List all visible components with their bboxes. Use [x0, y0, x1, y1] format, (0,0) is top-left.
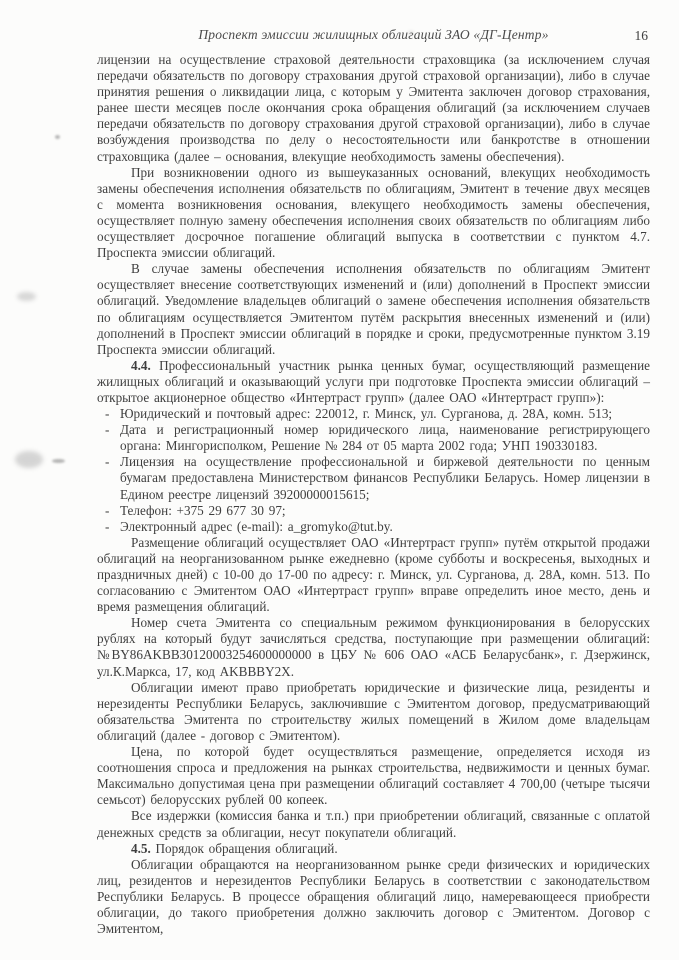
list-marker: - [105, 422, 110, 438]
paragraph-text: Номер счета Эмитента со специальным режимом функционирования в белорусских рублях на который будут зачисляться средства, поступающие при размещении облигаций: №BY86AKBB30120003254600000000 в ЦБУ № 606 ОАО «АСБ Беларусбанк», г. Дзержинск, ул.К.Маркса, 17, код AKBBBY2X. [97, 615, 650, 679]
list-item [97, 454, 650, 502]
paragraph-text: Облигации обращаются на неорганизованном рынке среди физических и юридических лиц, резидентов и нерезидентов Республики Беларусь в соответствии с законодательством Республики Беларусь. В процессе обращения облигаций лицо, намеревающееся приобрести облигации, до такого приобретения должно заключить договор с Эмитентом. Договор с Эмитентом, [97, 856, 650, 937]
scan-smudge [52, 459, 65, 463]
document-body [97, 52, 650, 937]
paragraph-text: Размещение облигаций осуществляет ОАО «Интертраст групп» путём открытой продажи облигаций на неорганизованном рынке ежедневно (кроме субботы и воскресенья, выходных и праздничных дней) с 10-00 до 17-00 по адресу: г. Минск, ул. Сурганова, д. 28А, комн. 513. По согласованию с Эмитентом ОАО «Интертраст групп» вправе определить иное место, день и время размещения облигаций. [97, 534, 650, 615]
paragraph [97, 744, 650, 808]
list-marker: - [105, 502, 110, 518]
section-number: 4.4. [131, 357, 151, 373]
list-item-text: Лицензия на осуществление профессиональной и биржевой деятельности по ценным бумагам предоставлена Министерством финансов Республики Беларусь. Номер лицензии в Едином реестре лицензий 39200000015615; [120, 454, 650, 502]
page-number: 16 [634, 28, 648, 43]
scan-smudge [15, 451, 43, 468]
paragraph [97, 261, 650, 358]
paragraph-text: лицензии на осуществление страховой деятельности страховщика (за исключением случая передачи обязательств по договору страхования другой страховой организации), либо в случае принятия решения о ликвидации лица, с которым у Эмитента заключен договор страхования, ранее шести месяцев после окончания срока обращения облигаций (за исключением случаев передачи обязательств по договору страхования другой страховой организации), либо в случае возбуждения производства по делу о несостоятельности или банкротстве в отношении страховщика (далее – основания, влекущие необходимость замены обеспечения). [97, 52, 650, 164]
list-item [97, 422, 650, 454]
paragraph [97, 535, 650, 615]
paragraph-text: При возникновении одного из вышеуказанных оснований, влекущих необходимость замены обеспечения исполнения обязательств по облигациям, Эмитент в течение двух месяцев с момента возникновения основания, влекущего необходимость замены обеспечения, осуществляет полную замену обеспечения исполнения своих обязательств по облигациям либо осуществляет досрочное погашение облигаций выпуска в соответствии с пунктом 4.7. Проспекта эмиссии облигаций. [97, 164, 650, 261]
list-marker: - [105, 454, 110, 470]
paragraph [97, 680, 650, 744]
paragraph [97, 615, 650, 679]
list-item [97, 406, 650, 422]
paragraph [97, 857, 650, 937]
paragraph-text: Цена, по которой будет осуществляться размещение, определяется исходя из соотношения спроса и предложения на рынках строительства, недвижимости и ценных бумаг. Максимально допустимая цена при размещении облигаций составляет 4 700,00 (четыре тысячи семьсот) белорусских рублей 00 копеек. [97, 744, 650, 808]
list-item-text: Дата и регистрационный номер юридического лица, наименование регистрирующего органа: Мингорисполком, Решение № 284 от 05 марта 2002 года; УНП 190330183. [120, 422, 650, 454]
running-title: Проспект эмиссии жилищных облигаций ЗАО «ДГ-Центр» [198, 27, 549, 42]
list-item [97, 503, 650, 519]
paragraph-text: Профессиональный участник рынка ценных бумаг, осуществляющий размещение жилищных облигаций и оказывающий услуги при подготовке Проспекта эмиссии облигаций – открытое акционерное общество «Интертраст групп» (далее ОАО «Интертраст групп»): [97, 357, 650, 405]
list-item-text: Электронный адрес (e-mail): a_gromyko@tut.by. [120, 518, 393, 534]
paragraph-text: Все издержки (комиссия банка и т.п.) при приобретении облигаций, связанные с оплатой денежных средств за облигации, несут покупатели облигаций. [97, 808, 650, 840]
paragraph-section-4-4 [97, 358, 650, 406]
scan-smudge [55, 135, 60, 139]
paragraph-text: Облигации имеют право приобретать юридические и физические лица, резиденты и нерезиденты Республики Беларусь, заключившие с Эмитентом договор, предусматривающий обязательства Эмитента по строительству жилых помещений в Жилом доме владельцам облигаций (далее - договор с Эмитентом). [97, 679, 650, 743]
paragraph-text: Порядок обращения облигаций. [150, 840, 338, 856]
paragraph [97, 52, 650, 165]
section-number: 4.5. [131, 840, 151, 856]
paragraph [97, 165, 650, 262]
list-marker: - [105, 406, 110, 422]
paragraph [97, 808, 650, 840]
list-item-text: Телефон: +375 29 677 30 97; [120, 502, 286, 518]
list-marker: - [105, 518, 110, 534]
paragraph-section-4-5 [97, 841, 650, 857]
list-item [97, 519, 650, 535]
running-header [97, 27, 650, 43]
list-item-text: Юридический и почтовый адрес: 220012, г. Минск, ул. Сурганова, д. 28А, комн. 513; [120, 406, 613, 422]
scan-smudge [17, 292, 36, 301]
paragraph-text: В случае замены обеспечения исполнения обязательств по облигациям Эмитент осуществляет внесение соответствующих изменений и (или) дополнений в Проспект эмиссии облигаций. Уведомление владельцев облигаций о замене обеспечения исполнения обязательств по облигациям осуществляется Эмитентом путём раскрытия внесенных изменений и (или) дополнений в Проспект эмиссии облигаций в порядке и сроки, предусмотренные пунктом 3.19 Проспекта эмиссии облигаций. [97, 261, 650, 357]
